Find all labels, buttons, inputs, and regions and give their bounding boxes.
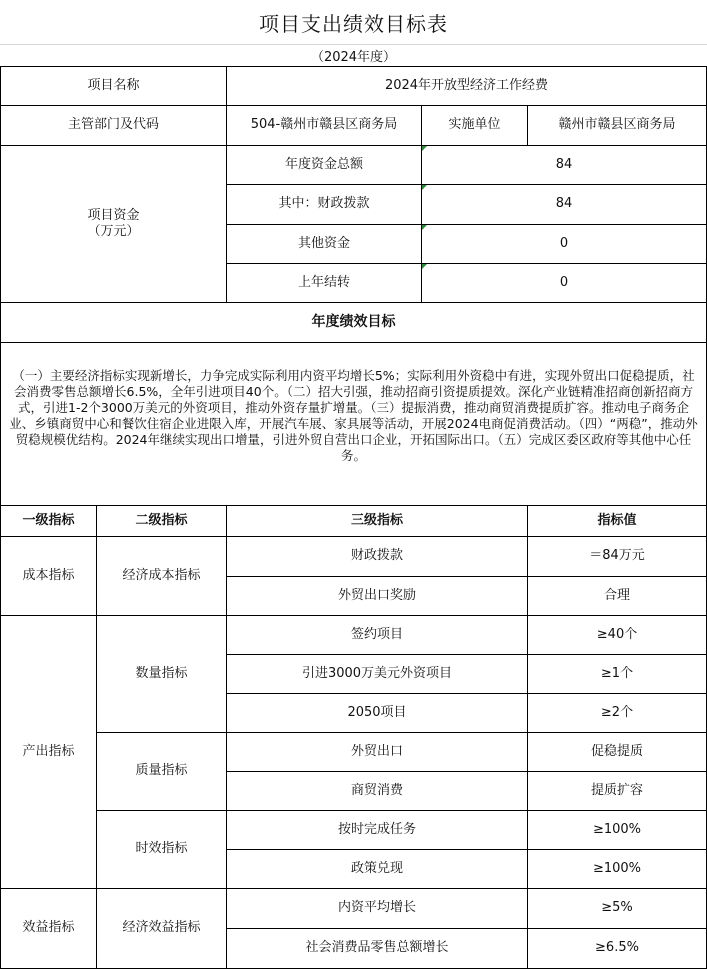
indicator-name: 按时完成任务	[227, 811, 528, 850]
indicator-value: ≥100%	[528, 811, 707, 850]
funds-row-label: 年度资金总额	[227, 146, 422, 185]
impl-label: 实施单位	[422, 106, 528, 146]
annual-goal-text: （一）主要经济指标实现新增长，力争完成实际利用内资平均增长5%；实际利用外资稳中有进，实现外贸出口促稳提质，社会消费零售总额增长6.5%，全年引进项目40个。（二）招大引强，推动招商引资提质提效。深化产业链精准招商创新招商方式，引进1-2个3000万美元的外资项目，推动外资存量扩增量。（三）提振消费，推动商贸消费提质扩容。推动电子商务企业、乡镇商贸中心和餐饮住宿企业进限入库，开展汽车展、家具展等活动，开展2024电商促消费活动。（四）“两稳”，推动外贸稳规模优结构。2024年继续实现出口增量，引进外贸自营出口企业，开拓国际出口。（五）完成区委区政府等其他中心任务。	[0, 342, 707, 506]
header-level1: 一级指标	[1, 506, 97, 537]
funds-label: 项目资金	[87, 207, 140, 223]
level1-cost: 成本指标	[1, 537, 97, 616]
funds-unit: （万元）	[87, 224, 140, 239]
header-level2: 二级指标	[97, 506, 227, 537]
project-name-value: 2024年开放型经济工作经费	[227, 67, 707, 106]
indicator-name: 签约项目	[227, 616, 528, 655]
level2-economic-benefit: 经济效益指标	[97, 889, 227, 969]
impl-value: 赣州市赣县区商务局	[528, 106, 707, 146]
indicator-value: ＝84万元	[528, 537, 707, 577]
header-level3: 三级指标	[227, 506, 528, 537]
dept-label: 主管部门及代码	[1, 106, 227, 146]
indicator-name: 外贸出口	[227, 733, 528, 772]
level2-timeliness: 时效指标	[97, 811, 227, 889]
indicator-name: 内资平均增长	[227, 889, 528, 929]
indicator-value: ≥40个	[528, 616, 707, 655]
indicator-name: 引进3000万美元外资项目	[227, 655, 528, 694]
header-value: 指标值	[528, 506, 707, 537]
indicator-name: 政策兑现	[227, 850, 528, 889]
indicator-value: ≥2个	[528, 694, 707, 733]
indicator-value: ≥1个	[528, 655, 707, 694]
level2-economic-cost: 经济成本指标	[97, 537, 227, 616]
page-title: 项目支出绩效目标表	[259, 11, 448, 36]
indicator-value: 促稳提质	[528, 733, 707, 772]
dept-value: 504-赣州市赣县区商务局	[227, 106, 422, 146]
indicator-value: 提质扩容	[528, 772, 707, 811]
indicator-value: ≥6.5%	[528, 929, 707, 969]
indicator-name: 财政拨款	[227, 537, 528, 577]
funds-row-label: 其他资金	[227, 225, 422, 264]
annual-goal-heading: 年度绩效目标	[1, 303, 707, 343]
funds-row-value: 0	[422, 264, 707, 303]
indicator-name: 2050项目	[227, 694, 528, 733]
indicator-value: 合理	[528, 577, 707, 616]
level1-benefit: 效益指标	[1, 889, 97, 969]
level1-output: 产出指标	[1, 616, 97, 889]
level2-quantity: 数量指标	[97, 616, 227, 733]
funds-row-value: 84	[422, 185, 707, 225]
indicator-name: 外贸出口奖励	[227, 577, 528, 616]
indicator-name: 商贸消费	[227, 772, 528, 811]
project-info-table	[0, 66, 707, 343]
project-name-label: 项目名称	[1, 67, 227, 106]
funds-row-value: 84	[422, 146, 707, 185]
funds-row-label: 上年结转	[227, 264, 422, 303]
funds-row-label: 其中：财政拨款	[227, 185, 422, 225]
funds-row-value: 0	[422, 225, 707, 264]
funds-label-cell	[1, 146, 227, 303]
indicators-table	[0, 506, 707, 969]
level2-quality: 质量指标	[97, 733, 227, 811]
year-label: （2024年度）	[310, 49, 397, 65]
indicator-value: ≥5%	[528, 889, 707, 929]
indicator-name: 社会消费品零售总额增长	[227, 929, 528, 969]
indicator-value: ≥100%	[528, 850, 707, 889]
